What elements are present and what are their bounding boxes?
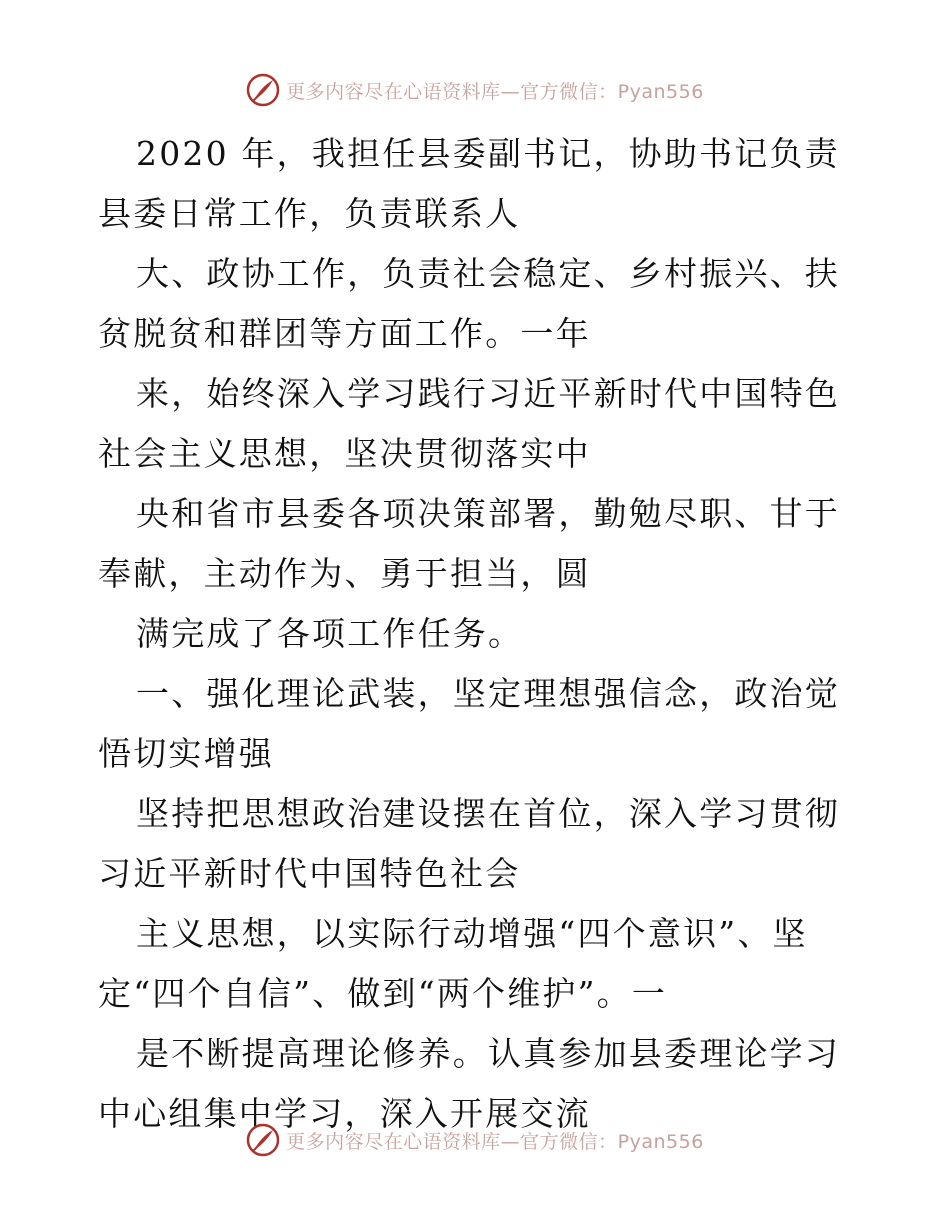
watermark-footer — [0, 1120, 950, 1160]
quill-logo-icon — [246, 1123, 280, 1157]
paragraph-line: 满完成了各项工作任务。 — [136, 614, 524, 653]
watermark-text: 更多内容尽在心语资料库—官方微信：Pyan556 — [286, 1130, 704, 1153]
document-body — [98, 124, 858, 1144]
paragraph-line: 是不断提高理论修养。认真参加县委理论学习中心组集中学习，深入开展交流 — [98, 1034, 840, 1133]
section-heading: 一、强化理论武装，坚定理想强信念，政治觉悟切实增强 — [98, 674, 840, 773]
paragraph-line: 央和省市县委各项决策部署，勤勉尽职、甘于奉献，主动作为、勇于担当，圆 — [98, 494, 840, 593]
paragraph-line: 大、政协工作，负责社会稳定、乡村振兴、扶贫脱贫和群团等方面工作。一年 — [98, 254, 840, 353]
paragraph-line: 2020 年，我担任县委副书记，协助书记负责县委日常工作，负责联系人 — [98, 134, 840, 233]
paragraph-line: 来，始终深入学习践行习近平新时代中国特色社会主义思想，坚决贯彻落实中 — [98, 374, 840, 473]
paragraph-line: 坚持把思想政治建设摆在首位，深入学习贯彻习近平新时代中国特色社会 — [98, 794, 840, 893]
watermark-header — [0, 70, 950, 110]
quill-logo-icon — [246, 73, 280, 107]
watermark-text: 更多内容尽在心语资料库—官方微信：Pyan556 — [286, 80, 704, 103]
paragraph-line: 主义思想，以实际行动增强“四个意识”、坚定“四个自信”、做到“两个维护”。一 — [98, 914, 808, 1013]
